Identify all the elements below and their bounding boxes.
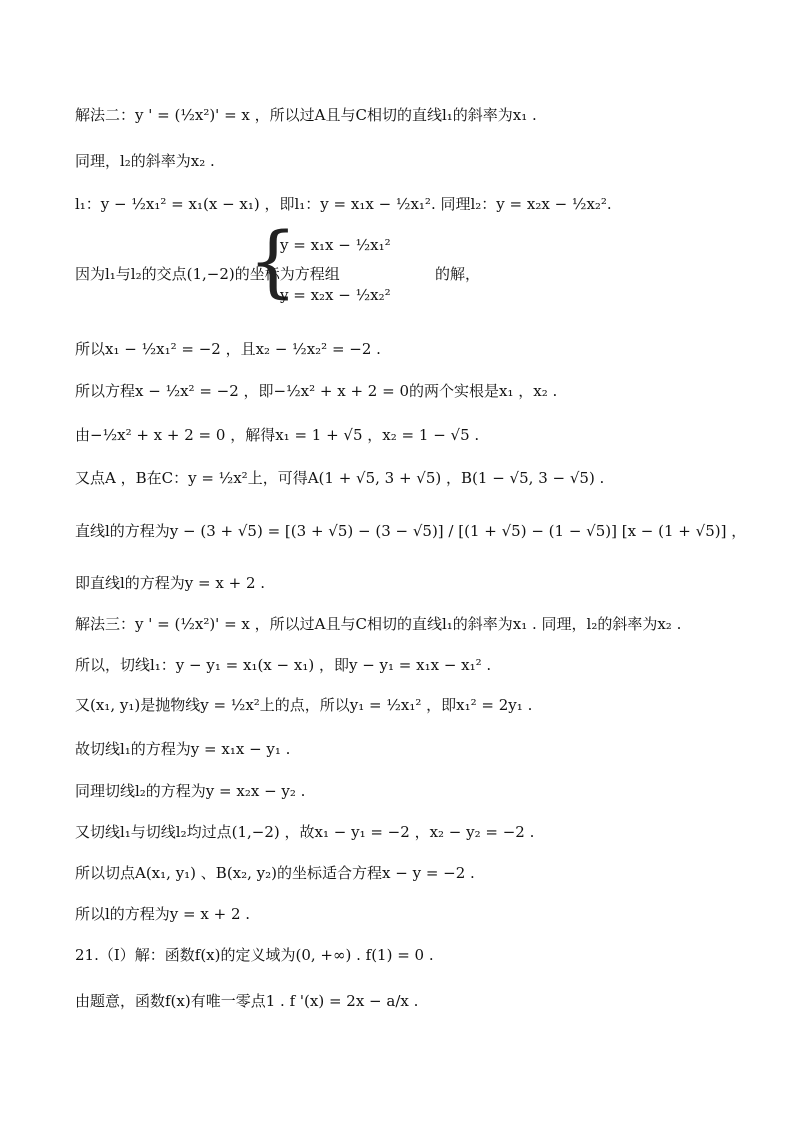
method2-line-4-prefix: 因为l₁与l₂的交点(1,−2)的坐标为方程组 <box>75 265 340 283</box>
question-21-line-1: 21.（Ⅰ）解：函数f(x)的定义域为(0, +∞) . f(1) = 0 . <box>75 946 434 964</box>
method2-line-4-suffix: 的解， <box>435 265 481 283</box>
method2-line-10: 即直线l的方程为y = x + 2 . <box>75 574 266 592</box>
equation-system-brace: { <box>248 217 298 307</box>
method2-line-4-eq2: y = x₂x − ½x₂² <box>280 286 391 304</box>
method2-line-2: 同理，l₂的斜率为x₂ . <box>75 152 215 170</box>
method2-line-6: 所以方程x − ½x² = −2 ，即−½x² + x + 2 = 0的两个实根是x₁ ，x₂ . <box>75 382 558 400</box>
method3-line-6: 又切线l₁与切线l₂均过点(1,−2) ，故x₁ − y₁ = −2 ，x₂ − y₂ = −2 . <box>75 823 535 841</box>
method3-line-8: 所以l的方程为y = x + 2 . <box>75 905 251 923</box>
method3-line-4: 故切线l₁的方程为y = x₁x − y₁ . <box>75 740 291 758</box>
method2-line-4-eq1: y = x₁x − ½x₁² <box>280 236 391 254</box>
method3-line-5: 同理切线l₂的方程为y = x₂x − y₂ . <box>75 782 306 800</box>
method3-line-1: 解法三：y ' = (½x²)' = x ，所以过A且与C相切的直线l₁的斜率为x₁ . 同理，l₂的斜率为x₂ . <box>75 615 682 633</box>
method2-line-3: l₁：y − ½x₁² = x₁(x − x₁) ，即l₁：y = x₁x − ½x₁². 同理l₂：y = x₂x − ½x₂². <box>75 195 612 213</box>
method2-line-5: 所以x₁ − ½x₁² = −2 ，且x₂ − ½x₂² = −2 . <box>75 340 381 358</box>
method2-line-7: 由−½x² + x + 2 = 0 ，解得x₁ = 1 + √5 ，x₂ = 1 − √5 . <box>75 426 480 444</box>
method2-line-8: 又点A ，B在C：y = ½x²上，可得A(1 + √5, 3 + √5) ，B(1 − √5, 3 − √5) . <box>75 469 605 487</box>
method3-line-2: 所以，切线l₁：y − y₁ = x₁(x − x₁) ，即y − y₁ = x₁x − x₁² . <box>75 656 492 674</box>
method2-line-9: 直线l的方程为y − (3 + √5) = [(3 + √5) − (3 − √5)] / [(1 + √5) − (1 − √5)] [x − (1 + √5)] ， <box>75 522 747 540</box>
question-21-line-2: 由题意，函数f(x)有唯一零点1 . f '(x) = 2x − a/x . <box>75 992 419 1010</box>
method2-line-1: 解法二：y ' = (½x²)' = x ，所以过A且与C相切的直线l₁的斜率为x₁ . <box>75 106 537 124</box>
method3-line-7: 所以切点A(x₁, y₁) 、B(x₂, y₂)的坐标适合方程x − y = −2 . <box>75 864 475 882</box>
method3-line-3: 又(x₁, y₁)是抛物线y = ½x²上的点，所以y₁ = ½x₁² ，即x₁² = 2y₁ . <box>75 696 533 714</box>
